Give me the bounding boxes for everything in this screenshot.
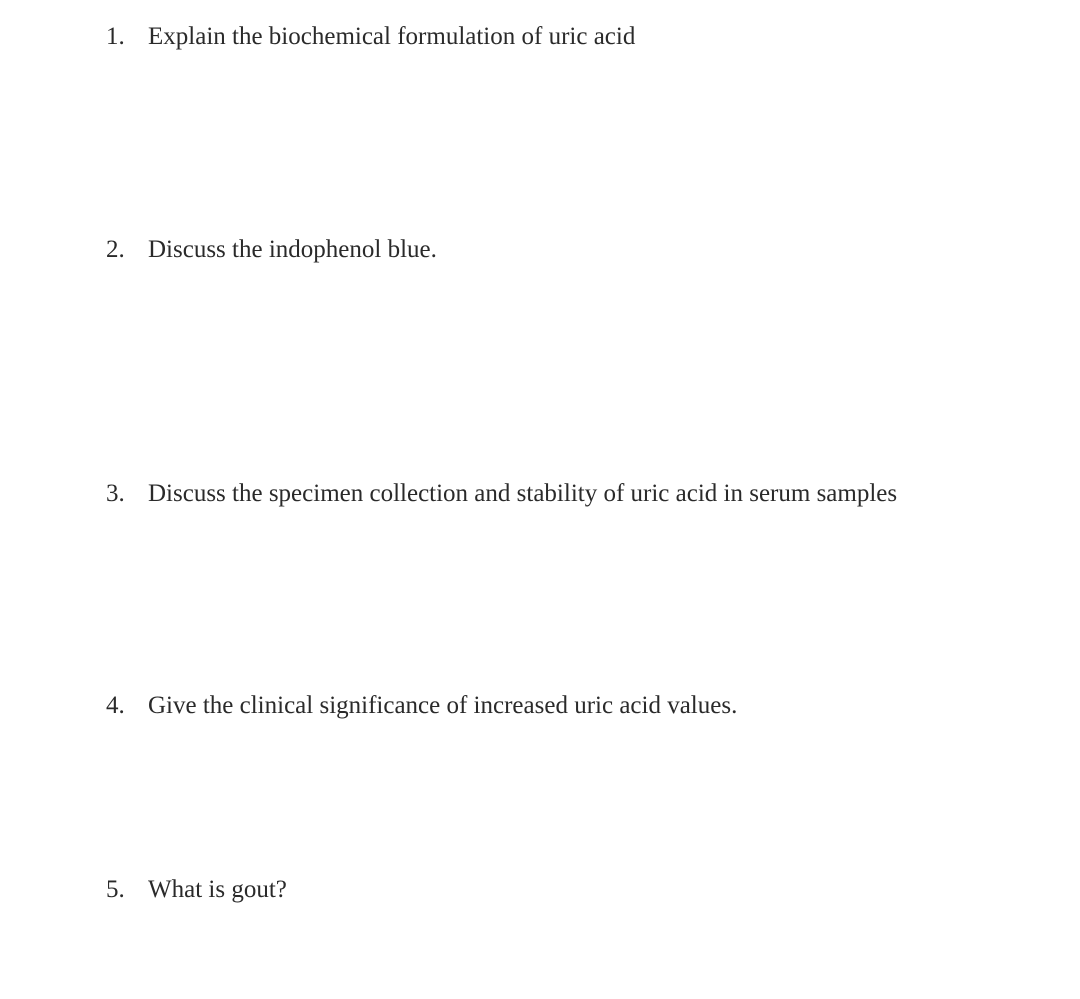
question-text: Discuss the specimen collection and stability of uric acid in serum samples xyxy=(148,480,898,507)
question-item xyxy=(106,479,897,509)
question-number: 2. xyxy=(106,236,125,263)
question-item xyxy=(106,22,635,52)
question-number: 4. xyxy=(106,692,125,719)
question-text: Discuss the indophenol blue. xyxy=(148,236,437,263)
question-text: Give the clinical significance of increased uric acid values. xyxy=(148,692,738,719)
question-text: Explain the biochemical formulation of uric acid xyxy=(148,23,636,50)
question-item xyxy=(106,875,287,905)
question-number: 1. xyxy=(106,23,125,50)
question-item xyxy=(106,691,737,721)
question-item xyxy=(106,235,437,265)
question-number: 5. xyxy=(106,876,125,903)
question-text: What is gout? xyxy=(148,876,287,903)
question-number: 3. xyxy=(106,480,125,507)
